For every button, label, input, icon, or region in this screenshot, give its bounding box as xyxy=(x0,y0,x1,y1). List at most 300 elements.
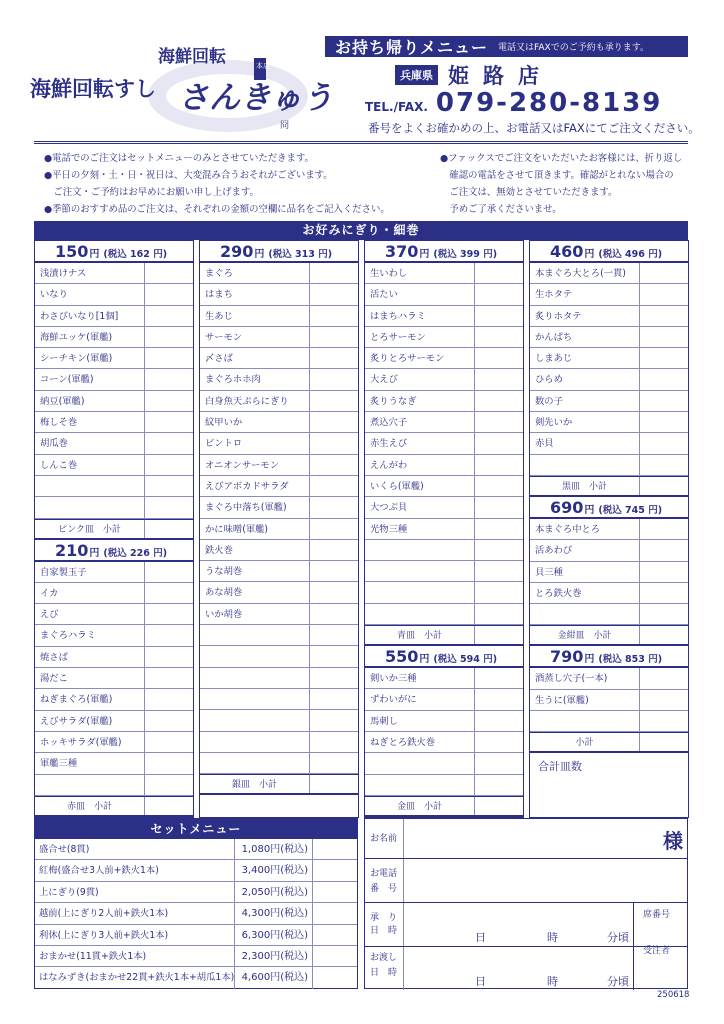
menu-item-row[interactable] xyxy=(200,625,358,646)
menu-item-name: シーチキン(軍艦) xyxy=(35,348,145,368)
quantity-field[interactable] xyxy=(640,306,688,326)
quantity-field[interactable] xyxy=(640,327,688,347)
quantity-field[interactable] xyxy=(475,476,523,496)
quantity-field[interactable] xyxy=(640,562,688,582)
price-block xyxy=(35,241,193,540)
menu-item-row[interactable] xyxy=(530,433,688,454)
quantity-field[interactable] xyxy=(475,732,523,752)
quantity-field[interactable] xyxy=(145,369,193,389)
menu-item-row[interactable] xyxy=(200,391,358,412)
quantity-field[interactable] xyxy=(310,625,358,645)
quantity-field[interactable] xyxy=(145,583,193,603)
menu-item-name: あな胡巻 xyxy=(200,582,310,602)
quantity-field[interactable] xyxy=(310,582,358,602)
quantity-field[interactable] xyxy=(640,583,688,603)
subtotal-label: ピンク皿 小計 xyxy=(35,520,145,538)
menu-item-name: 煮込穴子 xyxy=(365,412,475,432)
quantity-field[interactable] xyxy=(640,711,688,731)
menu-item-row[interactable] xyxy=(530,583,688,604)
quantity-field[interactable] xyxy=(310,391,358,411)
quantity-field[interactable] xyxy=(310,646,358,666)
menu-item-row[interactable] xyxy=(35,412,193,433)
delivery-time-row[interactable] xyxy=(365,947,687,990)
menu-item-row[interactable] xyxy=(35,369,193,390)
received-label-2: 日 時 xyxy=(370,926,398,936)
menu-item-name xyxy=(200,646,310,666)
menu-item-row[interactable] xyxy=(530,263,688,284)
plate-subtotal-row[interactable] xyxy=(530,625,688,646)
quantity-field[interactable] xyxy=(145,263,193,283)
quantity-field[interactable] xyxy=(640,412,688,432)
menu-item-row[interactable] xyxy=(530,327,688,348)
quantity-field[interactable] xyxy=(145,604,193,624)
quantity-field[interactable] xyxy=(475,263,523,283)
quantity-field[interactable] xyxy=(310,327,358,347)
subtotal-field[interactable] xyxy=(640,733,688,751)
quantity-field[interactable] xyxy=(310,497,358,517)
menu-item-row[interactable] xyxy=(365,348,523,369)
menu-item-row[interactable] xyxy=(35,583,193,604)
menu-item-name xyxy=(35,497,145,517)
set-menu-row[interactable] xyxy=(35,839,357,860)
subtotal-label: 黒皿 小計 xyxy=(530,477,640,495)
subtotal-field[interactable] xyxy=(145,797,193,815)
menu-item-name: 軍艦三種 xyxy=(35,753,145,773)
menu-item-row[interactable] xyxy=(35,497,193,518)
phone-row[interactable] xyxy=(365,859,687,903)
quantity-field[interactable] xyxy=(313,903,357,923)
received-time-row[interactable] xyxy=(365,903,687,947)
menu-item-row[interactable] xyxy=(365,604,523,625)
quantity-field[interactable] xyxy=(145,625,193,645)
quantity-field[interactable] xyxy=(310,519,358,539)
menu-item-row[interactable] xyxy=(365,455,523,476)
quantity-field[interactable] xyxy=(310,668,358,688)
menu-item-name xyxy=(200,732,310,752)
menu-item-row[interactable] xyxy=(200,369,358,390)
quantity-field[interactable] xyxy=(310,476,358,496)
menu-item-row[interactable] xyxy=(365,732,523,753)
menu-item-name: 本まぐろ大とろ(一貫) xyxy=(530,263,640,283)
quantity-field[interactable] xyxy=(475,306,523,326)
menu-item-row[interactable] xyxy=(365,689,523,710)
menu-item-name: 剣いか三種 xyxy=(365,668,475,688)
menu-item-row[interactable] xyxy=(365,497,523,518)
set-menu-row[interactable] xyxy=(35,946,357,967)
received-label-1: 承 り xyxy=(370,913,398,923)
quantity-field[interactable] xyxy=(313,882,357,902)
menu-item-row[interactable] xyxy=(35,753,193,774)
menu-item-name: 生あじ xyxy=(200,306,310,326)
quantity-field[interactable] xyxy=(145,711,193,731)
menu-item-name: えんがわ xyxy=(365,455,475,475)
menu-item-name: えびアボカドサラダ xyxy=(200,476,310,496)
tax-included-price: (税込 853 円) xyxy=(598,654,663,666)
menu-item-row[interactable] xyxy=(365,476,523,497)
quantity-field[interactable] xyxy=(145,562,193,582)
note-line: 予めご了承くださいませ。 xyxy=(440,204,562,215)
menu-item-name xyxy=(530,711,640,731)
quantity-field[interactable] xyxy=(145,497,193,517)
quantity-field[interactable] xyxy=(310,455,358,475)
tax-included-price: (税込 399 円) xyxy=(433,249,498,260)
price-block xyxy=(200,241,358,795)
quantity-field[interactable] xyxy=(640,391,688,411)
menu-item-row[interactable] xyxy=(365,433,523,454)
set-menu-row[interactable] xyxy=(35,882,357,903)
menu-item-row[interactable] xyxy=(365,284,523,305)
quantity-field[interactable] xyxy=(475,540,523,560)
menu-item-row[interactable] xyxy=(365,391,523,412)
menu-item-row[interactable] xyxy=(200,412,358,433)
quantity-field[interactable] xyxy=(640,348,688,368)
set-menu-row[interactable] xyxy=(35,860,357,881)
menu-item-row[interactable] xyxy=(200,582,358,603)
quantity-field[interactable] xyxy=(310,306,358,326)
quantity-field[interactable] xyxy=(145,775,193,795)
quantity-field[interactable] xyxy=(475,689,523,709)
price-block xyxy=(530,646,688,753)
menu-item-name: 生ホタテ xyxy=(530,284,640,304)
menu-item-row[interactable] xyxy=(35,775,193,796)
note-line: ●季節のおすすめ品のご注文は、それぞれの金額の空欄に品名をご記入ください。 xyxy=(44,204,390,215)
subtotal-label: 金皿 小計 xyxy=(365,797,475,815)
plate-subtotal-row[interactable] xyxy=(35,519,193,540)
quantity-field[interactable] xyxy=(475,348,523,368)
menu-item-row[interactable] xyxy=(530,604,688,625)
quantity-field[interactable] xyxy=(310,284,358,304)
quantity-field[interactable] xyxy=(310,689,358,709)
menu-item-name: えび xyxy=(35,604,145,624)
menu-item-name: わさびいなり[1個] xyxy=(35,306,145,326)
menu-item-row[interactable] xyxy=(365,775,523,796)
price-column-2 xyxy=(199,240,359,818)
price-block xyxy=(530,497,688,646)
quantity-field[interactable] xyxy=(145,668,193,688)
menu-item-row[interactable] xyxy=(35,284,193,305)
quantity-field[interactable] xyxy=(475,561,523,581)
subtotal-field[interactable] xyxy=(475,626,523,644)
menu-item-row[interactable] xyxy=(200,604,358,625)
menu-item-row[interactable] xyxy=(530,540,688,561)
quantity-field[interactable] xyxy=(313,839,357,859)
quantity-field[interactable] xyxy=(310,561,358,581)
menu-item-row[interactable] xyxy=(35,732,193,753)
subtotal-field[interactable] xyxy=(145,520,193,538)
menu-item-row[interactable] xyxy=(35,711,193,732)
menu-item-row[interactable] xyxy=(200,689,358,710)
set-menu-price: 2,300円(税込) xyxy=(235,946,313,966)
menu-item-row[interactable] xyxy=(35,647,193,668)
quantity-field[interactable] xyxy=(475,753,523,773)
quantity-field[interactable] xyxy=(640,433,688,453)
price-header xyxy=(365,241,523,263)
price-header xyxy=(530,646,688,668)
menu-item-row[interactable] xyxy=(35,348,193,369)
yen-unit: 円 xyxy=(419,654,430,666)
menu-item-row[interactable] xyxy=(35,562,193,583)
price-header xyxy=(530,497,688,519)
subtotal-field[interactable] xyxy=(310,775,358,793)
menu-item-row[interactable] xyxy=(365,263,523,284)
yen-unit: 円 xyxy=(584,504,595,516)
menu-item-row[interactable] xyxy=(365,711,523,732)
menu-item-name xyxy=(200,753,310,773)
quantity-field[interactable] xyxy=(475,433,523,453)
menu-item-name xyxy=(365,561,475,581)
quantity-field[interactable] xyxy=(475,497,523,517)
menu-item-row[interactable] xyxy=(530,391,688,412)
menu-item-name xyxy=(530,604,640,624)
menu-item-row[interactable] xyxy=(365,561,523,582)
quantity-field[interactable] xyxy=(640,540,688,560)
plate-subtotal-row[interactable] xyxy=(365,796,523,817)
menu-item-row[interactable] xyxy=(365,306,523,327)
price-header xyxy=(35,540,193,562)
menu-item-row[interactable] xyxy=(35,625,193,646)
menu-item-row[interactable] xyxy=(530,455,688,476)
menu-item-row[interactable] xyxy=(35,263,193,284)
quantity-field[interactable] xyxy=(640,668,688,688)
takeout-banner xyxy=(325,36,688,57)
quantity-field[interactable] xyxy=(310,604,358,624)
tel-number: 079-280-8139 xyxy=(435,88,663,118)
menu-item-name: 自家製玉子 xyxy=(35,562,145,582)
menu-item-row[interactable] xyxy=(35,689,193,710)
subtotal-label: 小計 xyxy=(530,733,640,751)
menu-item-name: まぐろホホ肉 xyxy=(200,369,310,389)
menu-item-row[interactable] xyxy=(200,327,358,348)
menu-item-name: 焼さば xyxy=(35,647,145,667)
quantity-field[interactable] xyxy=(145,753,193,773)
quantity-field[interactable] xyxy=(475,582,523,602)
tel-label: TEL./FAX. xyxy=(365,100,428,114)
subtotal-label: 金紺皿 小計 xyxy=(530,626,640,644)
quantity-field[interactable] xyxy=(475,519,523,539)
menu-item-row[interactable] xyxy=(530,690,688,711)
plate-subtotal-row[interactable] xyxy=(365,625,523,646)
menu-item-row[interactable] xyxy=(530,369,688,390)
quantity-field[interactable] xyxy=(475,604,523,624)
menu-item-row[interactable] xyxy=(365,753,523,774)
menu-item-name: いくら(軍艦) xyxy=(365,476,475,496)
menu-item-row[interactable] xyxy=(365,412,523,433)
menu-item-row[interactable] xyxy=(200,753,358,774)
divider xyxy=(34,143,688,144)
delivery-label-2: 日 時 xyxy=(370,968,398,978)
menu-item-row[interactable] xyxy=(200,540,358,561)
menu-item-row[interactable] xyxy=(530,284,688,305)
logo-mark: 冏 xyxy=(280,121,290,131)
quantity-field[interactable] xyxy=(310,369,358,389)
set-menu-row[interactable] xyxy=(35,903,357,924)
quantity-field[interactable] xyxy=(475,668,523,688)
menu-item-row[interactable] xyxy=(200,263,358,284)
price-header xyxy=(200,241,358,263)
quantity-field[interactable] xyxy=(310,348,358,368)
menu-item-row[interactable] xyxy=(35,433,193,454)
plate-subtotal-row[interactable] xyxy=(35,796,193,817)
menu-item-name: 納豆(軍艦) xyxy=(35,391,145,411)
menu-item-row[interactable] xyxy=(35,604,193,625)
quantity-field[interactable] xyxy=(145,732,193,752)
menu-item-name: 生うに(軍艦) xyxy=(530,690,640,710)
subtotal-label: 青皿 小計 xyxy=(365,626,475,644)
subtotal-field[interactable] xyxy=(475,797,523,815)
menu-item-row[interactable] xyxy=(35,476,193,497)
quantity-field[interactable] xyxy=(310,263,358,283)
plate-subtotal-row[interactable] xyxy=(530,476,688,497)
quantity-field[interactable] xyxy=(640,455,688,475)
menu-item-row[interactable] xyxy=(200,476,358,497)
plate-subtotal-row[interactable] xyxy=(530,732,688,753)
price-column-3 xyxy=(364,240,524,818)
menu-item-name: 胡瓜巻 xyxy=(35,433,145,453)
quantity-field[interactable] xyxy=(313,946,357,966)
quantity-field[interactable] xyxy=(310,753,358,773)
menu-item-name: 活あわび xyxy=(530,540,640,560)
subtotal-field[interactable] xyxy=(640,626,688,644)
quantity-field[interactable] xyxy=(313,967,357,988)
menu-item-row[interactable] xyxy=(365,668,523,689)
menu-item-row[interactable] xyxy=(200,433,358,454)
quantity-field[interactable] xyxy=(475,369,523,389)
quantity-field[interactable] xyxy=(145,647,193,667)
menu-item-row[interactable] xyxy=(200,306,358,327)
day-label: 日 xyxy=(475,975,486,988)
menu-item-name: しまあじ xyxy=(530,348,640,368)
menu-item-name xyxy=(200,689,310,709)
quantity-field[interactable] xyxy=(475,775,523,795)
quantity-field[interactable] xyxy=(145,455,193,475)
price-column-1 xyxy=(34,240,194,818)
staff-label: 受注者 xyxy=(643,946,671,956)
menu-item-name xyxy=(200,668,310,688)
logo-vertical-top: 本店 xyxy=(256,62,270,70)
quantity-field[interactable] xyxy=(475,391,523,411)
menu-item-row[interactable] xyxy=(530,348,688,369)
quantity-field[interactable] xyxy=(145,476,193,496)
quantity-field[interactable] xyxy=(475,284,523,304)
menu-item-row[interactable] xyxy=(200,497,358,518)
tax-included-price: (税込 496 円) xyxy=(598,249,663,260)
set-menu-price: 4,600円(税込) xyxy=(235,967,313,988)
menu-item-row[interactable] xyxy=(200,561,358,582)
tax-included-price: (税込 594 円) xyxy=(433,654,498,666)
quantity-field[interactable] xyxy=(145,412,193,432)
menu-item-row[interactable] xyxy=(530,711,688,732)
menu-item-name: 炙りホタテ xyxy=(530,306,640,326)
quantity-field[interactable] xyxy=(313,925,357,945)
menu-item-row[interactable] xyxy=(530,306,688,327)
quantity-field[interactable] xyxy=(145,433,193,453)
store-name: 姫路店 xyxy=(448,64,553,88)
menu-item-name: イカ xyxy=(35,583,145,603)
quantity-field[interactable] xyxy=(310,732,358,752)
quantity-field[interactable] xyxy=(145,391,193,411)
menu-item-row[interactable] xyxy=(200,646,358,667)
quantity-field[interactable] xyxy=(475,455,523,475)
menu-item-row[interactable] xyxy=(35,668,193,689)
quantity-field[interactable] xyxy=(145,327,193,347)
menu-item-row[interactable] xyxy=(200,668,358,689)
menu-item-name: 生いわし xyxy=(365,263,475,283)
quantity-field[interactable] xyxy=(640,690,688,710)
menu-item-row[interactable] xyxy=(365,369,523,390)
menu-item-row[interactable] xyxy=(365,540,523,561)
menu-item-name: いか胡巻 xyxy=(200,604,310,624)
menu-item-row[interactable] xyxy=(35,306,193,327)
quantity-field[interactable] xyxy=(640,604,688,624)
seat-label: 席番号 xyxy=(643,910,671,920)
menu-item-row[interactable] xyxy=(200,710,358,731)
menu-item-name: はまち xyxy=(200,284,310,304)
subtotal-label: 赤皿 小計 xyxy=(35,797,145,815)
quantity-field[interactable] xyxy=(310,540,358,560)
set-menu-price: 1,080円(税込) xyxy=(235,839,313,859)
menu-item-name: 貝三種 xyxy=(530,562,640,582)
plate-subtotal-row[interactable] xyxy=(200,774,358,795)
quantity-field[interactable] xyxy=(640,263,688,283)
menu-item-row[interactable] xyxy=(35,455,193,476)
quantity-field[interactable] xyxy=(475,327,523,347)
quantity-field[interactable] xyxy=(475,711,523,731)
quantity-field[interactable] xyxy=(145,306,193,326)
menu-item-name xyxy=(365,604,475,624)
menu-item-row[interactable] xyxy=(365,327,523,348)
menu-item-row[interactable] xyxy=(365,582,523,603)
hour-label: 時 xyxy=(547,931,558,944)
quantity-field[interactable] xyxy=(640,284,688,304)
quantity-field[interactable] xyxy=(640,369,688,389)
menu-item-row[interactable] xyxy=(200,455,358,476)
menu-item-row[interactable] xyxy=(35,327,193,348)
set-menu-row[interactable] xyxy=(35,967,357,988)
note-line: ●ファックスでご注文をいただいたお客様には、折り返し xyxy=(440,153,683,164)
menu-item-name: 海鮮ユッケ(軍艦) xyxy=(35,327,145,347)
menu-item-row[interactable] xyxy=(530,668,688,689)
quantity-field[interactable] xyxy=(310,433,358,453)
subtotal-field[interactable] xyxy=(640,477,688,495)
seat-divider xyxy=(633,903,634,990)
quantity-field[interactable] xyxy=(313,860,357,880)
menu-item-row[interactable] xyxy=(200,284,358,305)
quantity-field[interactable] xyxy=(145,284,193,304)
menu-item-row[interactable] xyxy=(365,519,523,540)
menu-item-row[interactable] xyxy=(35,391,193,412)
menu-item-row[interactable] xyxy=(530,562,688,583)
quantity-field[interactable] xyxy=(475,412,523,432)
set-menu-row[interactable] xyxy=(35,925,357,946)
set-menu-name: 越前(上にぎり2人前+鉄火1本) xyxy=(35,903,235,923)
quantity-field[interactable] xyxy=(145,689,193,709)
quantity-field[interactable] xyxy=(640,519,688,539)
menu-item-row[interactable] xyxy=(200,348,358,369)
quantity-field[interactable] xyxy=(145,348,193,368)
menu-item-name: 炙りとろサーモン xyxy=(365,348,475,368)
price-value: 690 xyxy=(550,497,584,517)
quantity-field[interactable] xyxy=(310,710,358,730)
menu-item-name xyxy=(365,540,475,560)
menu-item-row[interactable] xyxy=(530,519,688,540)
menu-item-row[interactable] xyxy=(530,412,688,433)
menu-item-row[interactable] xyxy=(200,732,358,753)
menu-item-row[interactable] xyxy=(200,519,358,540)
yen-unit: 円 xyxy=(419,249,430,260)
quantity-field[interactable] xyxy=(310,412,358,432)
yen-unit: 円 xyxy=(89,249,100,260)
set-menu-name: 盛合せ(8貫) xyxy=(35,839,235,859)
